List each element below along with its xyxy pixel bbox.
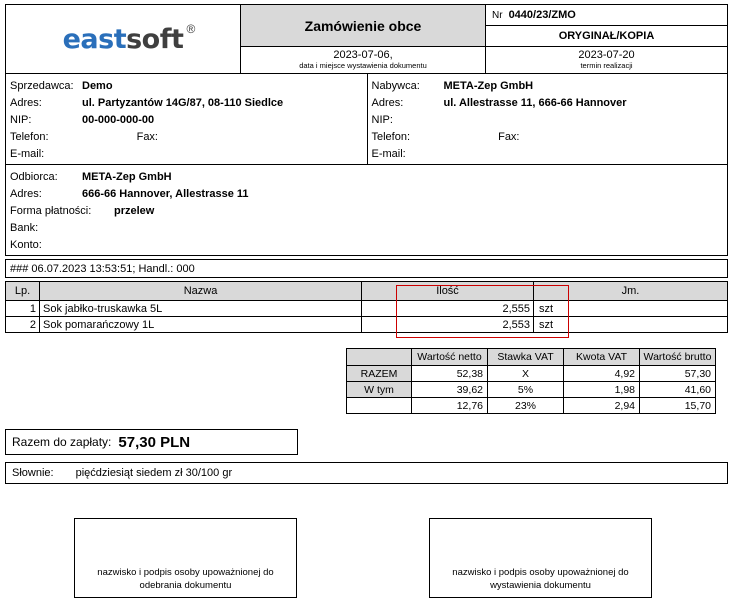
document-number-value: 0440/23/ZMO	[508, 9, 576, 21]
items-col-lp: Lp.	[6, 282, 40, 301]
summary-col-kwota-vat: Kwota VAT	[564, 349, 640, 366]
buyer-name-label: Nabywca:	[371, 79, 420, 92]
item-quantity: 2,553	[362, 317, 534, 333]
seller-nip-label: NIP:	[10, 113, 32, 126]
seller-nip-value: 00-000-000-00	[82, 113, 155, 126]
total-due-label: Razem do zapłaty:	[12, 435, 112, 449]
document-number-label: Nr	[492, 9, 503, 21]
item-name: Sok jabłko-truskawka 5L	[40, 301, 362, 317]
signature-caption-line1: nazwisko i podpis osoby upoważnionej do	[452, 567, 629, 579]
summary-netto: 52,38	[412, 366, 488, 382]
seller-fax-label: Fax:	[136, 130, 158, 143]
summary-stawka: 5%	[488, 382, 564, 398]
seller-address-row	[6, 94, 367, 111]
summary-brutto: 41,60	[640, 382, 716, 398]
receiver-name-label: Odbiorca:	[10, 170, 58, 183]
summary-row-razem	[347, 366, 716, 382]
seller-email-row	[6, 145, 367, 162]
summary-kwota-vat: 4,92	[564, 366, 640, 382]
summary-col-empty	[347, 349, 412, 366]
summary-brutto: 57,30	[640, 366, 716, 382]
amount-in-words-label: Słownie:	[12, 467, 54, 479]
buyer-nip-label: NIP:	[371, 113, 393, 126]
term-date-caption: termin realizacji	[580, 61, 633, 70]
summary-row-wtym	[347, 382, 716, 398]
document-header	[5, 4, 728, 74]
signature-caption-line2: odebrania dokumentu	[139, 580, 232, 592]
bank-row	[6, 219, 727, 236]
item-unit: szt	[534, 317, 728, 333]
total-due-value: 57,30 PLN	[118, 433, 191, 451]
items-col-ilosc: Ilość	[362, 282, 534, 301]
item-name: Sok pomarańczowy 1L	[40, 317, 362, 333]
buyer-address-row	[368, 94, 728, 111]
original-copy-label: ORYGINAŁ/KOPIA	[486, 26, 728, 47]
summary-kwota-vat: 2,94	[564, 398, 640, 414]
summary-row-label: RAZEM	[347, 366, 412, 382]
buyer-name-row	[368, 77, 728, 94]
registered-trademark-icon: ®	[186, 21, 196, 36]
summary-col-netto: Wartość netto	[412, 349, 488, 366]
summary-header-row	[347, 349, 716, 366]
signature-caption-line2: wystawienia dokumentu	[490, 580, 591, 592]
term-date-block	[486, 47, 728, 74]
buyer-name-value: META-Zep GmbH	[443, 79, 534, 92]
item-unit: szt	[534, 301, 728, 317]
term-date-value: 2023-07-20	[578, 49, 635, 62]
payment-form-row	[6, 202, 727, 219]
account-row	[6, 236, 727, 253]
receiver-address-label: Adres:	[10, 187, 42, 200]
receiver-address-value: 666-66 Hannover, Allestrasse 11	[82, 187, 249, 200]
vat-summary-table	[346, 348, 716, 414]
summary-stawka: X	[488, 366, 564, 382]
header-right-column	[486, 4, 728, 74]
seller-name-label: Sprzedawca:	[10, 79, 74, 92]
document-number-block	[486, 4, 728, 26]
table-row	[6, 317, 728, 333]
buyer-block	[367, 74, 728, 164]
company-logo	[5, 4, 241, 74]
items-table	[5, 281, 728, 333]
note-line: ### 06.07.2023 13:53:51; Handl.: 000	[5, 259, 728, 278]
seller-email-label: E-mail:	[10, 147, 45, 160]
bank-label: Bank:	[10, 221, 39, 234]
document-title: Zamówienie obce	[241, 4, 486, 47]
summary-col-stawka: Stawka VAT	[488, 349, 564, 366]
buyer-nip-row	[368, 111, 728, 128]
summary-stawka: 23%	[488, 398, 564, 414]
seller-phone-label: Telefon:	[10, 130, 49, 143]
buyer-address-value: ul. Allestrasse 11, 666-66 Hannover	[443, 96, 627, 109]
signature-caption-line1: nazwisko i podpis osoby upoważnionej do	[97, 567, 274, 579]
summary-netto: 39,62	[412, 382, 488, 398]
buyer-phone-label: Telefon:	[371, 130, 411, 143]
account-label: Konto:	[10, 238, 42, 251]
summary-netto: 12,76	[412, 398, 488, 414]
buyer-fax-label: Fax:	[498, 130, 520, 143]
summary-row-label: W tym	[347, 382, 412, 398]
payment-form-value: przelew	[114, 204, 155, 217]
signature-box-issuer	[429, 518, 652, 598]
receiver-address-row	[6, 185, 727, 202]
items-table-header-row	[6, 282, 728, 301]
seller-name-row	[6, 77, 367, 94]
buyer-email-label: E-mail:	[371, 147, 406, 160]
seller-phone-row	[6, 128, 367, 145]
table-row	[6, 301, 728, 317]
document-page	[0, 4, 733, 609]
amount-in-words-value: pięćdziesiąt siedem zł 30/100 gr	[75, 467, 233, 479]
item-lp: 2	[6, 317, 40, 333]
issue-date-caption: data i miejsce wystawienia dokumentu	[299, 61, 427, 70]
seller-address-label: Adres:	[10, 96, 42, 109]
seller-nip-row	[6, 111, 367, 128]
summary-section	[346, 348, 716, 414]
header-middle-column	[241, 4, 486, 74]
issue-date-value: 2023-07-06,	[333, 49, 393, 62]
summary-row-extra	[347, 398, 716, 414]
receiver-name-value: META-Zep GmbH	[82, 170, 172, 183]
summary-row-label	[347, 398, 412, 414]
parties-section	[5, 74, 728, 165]
buyer-phone-row	[368, 128, 728, 145]
amount-in-words-box	[5, 462, 728, 484]
item-lp: 1	[6, 301, 40, 317]
receiver-name-row	[6, 168, 727, 185]
items-col-nazwa: Nazwa	[40, 282, 362, 301]
summary-col-brutto: Wartość brutto	[640, 349, 716, 366]
summary-kwota-vat: 1,98	[564, 382, 640, 398]
total-due-box	[5, 429, 298, 455]
seller-block	[6, 74, 367, 164]
seller-address-value: ul. Partyzantów 14G/87, 08-110 Siedlce	[82, 96, 284, 109]
summary-brutto: 15,70	[640, 398, 716, 414]
logo-text-east: east	[62, 23, 127, 55]
buyer-address-label: Adres:	[371, 96, 404, 109]
item-quantity: 2,555	[362, 301, 534, 317]
receiver-block	[5, 165, 728, 256]
signature-box-receiver	[74, 518, 297, 598]
payment-form-label: Forma płatności:	[10, 204, 92, 217]
items-col-jm: Jm.	[534, 282, 728, 301]
logo-text-soft: soft	[126, 23, 184, 55]
issue-date-block	[241, 47, 486, 74]
buyer-email-row	[368, 145, 728, 162]
seller-name-value: Demo	[82, 79, 113, 92]
